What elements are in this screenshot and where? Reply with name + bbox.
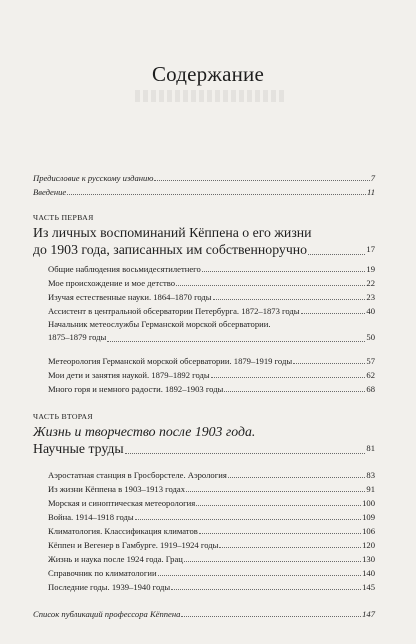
toc-entry-label: Справочник по климатологии	[48, 568, 157, 578]
toc-entry-label-cont: 1875–1879 годы	[48, 332, 107, 342]
toc-entry-page: 68	[366, 384, 375, 394]
part-two-label: ЧАСТЬ ВТОРАЯ	[33, 412, 93, 421]
toc-entry-label: Аэростатная станция в Гросборстеле. Аэрология	[48, 470, 227, 480]
part-one-title	[33, 241, 375, 258]
toc-entry-label: Из жизни Кёппена в 1903–1913 годах	[48, 484, 186, 494]
toc-entry-page: 120	[362, 540, 375, 550]
toc-entry-page: 100	[362, 498, 375, 508]
toc-entry-page: 23	[366, 292, 375, 302]
toc-entry-page: 62	[366, 370, 375, 380]
toc-entry	[48, 582, 375, 592]
toc-entry-label: Война. 1914–1918 годы	[48, 512, 134, 522]
toc-entry-page: 140	[362, 568, 375, 578]
part-one-page: 17	[366, 244, 375, 254]
toc-entry	[48, 306, 375, 316]
part-one-label: ЧАСТЬ ПЕРВАЯ	[33, 213, 94, 222]
toc-entry-page: 147	[362, 609, 375, 619]
show-through-text	[135, 90, 285, 102]
toc-entry	[48, 264, 375, 274]
toc-entry-label: Климатология. Классификация климатов	[48, 526, 198, 536]
toc-entry-page: 11	[367, 187, 375, 197]
toc-entry-label: Список публикаций профессора Кёппена	[33, 609, 181, 619]
toc-entry-page: 83	[366, 470, 375, 480]
toc-entry-label: Морская и синоптическая метеорология	[48, 498, 196, 508]
toc-entry	[48, 554, 375, 564]
toc-entry-preface	[33, 173, 375, 183]
toc-entry-page: 57	[366, 356, 375, 366]
toc-entry-page: 109	[362, 512, 375, 522]
toc-entry-label: Предисловие к русскому изданию	[33, 173, 154, 183]
part-one-title-line2: до 1903 года, записанных им собственноручно	[33, 242, 308, 257]
toc-entry-label: Последние годы. 1939–1940 годы	[48, 582, 171, 592]
toc-entry-page: 22	[366, 278, 375, 288]
toc-entry	[48, 356, 375, 366]
toc-entry-label: Общие наблюдения восьмидесятилетнего	[48, 264, 201, 274]
toc-entry	[48, 568, 375, 578]
toc-entry-publications	[33, 609, 375, 619]
toc-entry-label: Мое происхождение и мое детство	[48, 278, 176, 288]
toc-entry-page: 145	[362, 582, 375, 592]
toc-entry-page: 7	[370, 173, 375, 183]
toc-entry-intro	[33, 187, 375, 197]
toc-entry-page: 106	[362, 526, 375, 536]
toc-entry-label: Ассистент в центральной обсерватории Петербурга. 1872–1873 годы	[48, 306, 300, 316]
toc-entry	[48, 292, 375, 302]
toc-entry	[48, 370, 375, 380]
toc-entry-label: Начальник метеослужбы Германской морской обсерватории.	[48, 319, 271, 329]
page-title: Содержание	[151, 62, 265, 86]
toc-entry-page: 19	[366, 264, 375, 274]
toc-entry-label: Жизнь и наука после 1924 года. Грац	[48, 554, 183, 564]
toc-entry	[48, 384, 375, 394]
toc-entry	[48, 512, 375, 522]
toc-entry-page: 40	[366, 306, 375, 316]
toc-entry	[48, 540, 375, 550]
part-two-title-line1: Жизнь и творчество после 1903 года.	[33, 424, 256, 439]
toc-entry-page: 50	[366, 332, 375, 342]
toc-entry-label: Мои дети и занятия наукой. 1879–1892 годы	[48, 370, 210, 380]
toc-entry-label: Метеорология Германской морской обсерватории. 1879–1919 годы	[48, 356, 293, 366]
toc-entry-label: Введение	[33, 187, 67, 197]
part-one-title-line1: Из личных воспоминаний Кёппена о его жизни	[33, 225, 312, 240]
part-two-title-line2: Научные труды	[33, 441, 124, 456]
toc-entry	[48, 526, 375, 536]
toc-entry	[48, 318, 375, 344]
toc-entry-label: Много горя и немного радости. 1892–1903 годы	[48, 384, 224, 394]
toc-entry	[48, 498, 375, 508]
toc-entry-page: 91	[366, 484, 375, 494]
part-two-title	[33, 440, 375, 457]
toc-entry	[48, 484, 375, 494]
toc-entry-label: Кёппен и Вегенер в Гамбурге. 1919–1924 годы	[48, 540, 219, 550]
part-two-page: 81	[366, 443, 375, 453]
toc-entry	[48, 278, 375, 288]
toc-entry-label: Изучая естественные науки. 1864–1870 годы	[48, 292, 212, 302]
toc-entry	[48, 470, 375, 480]
toc-entry-page: 130	[362, 554, 375, 564]
